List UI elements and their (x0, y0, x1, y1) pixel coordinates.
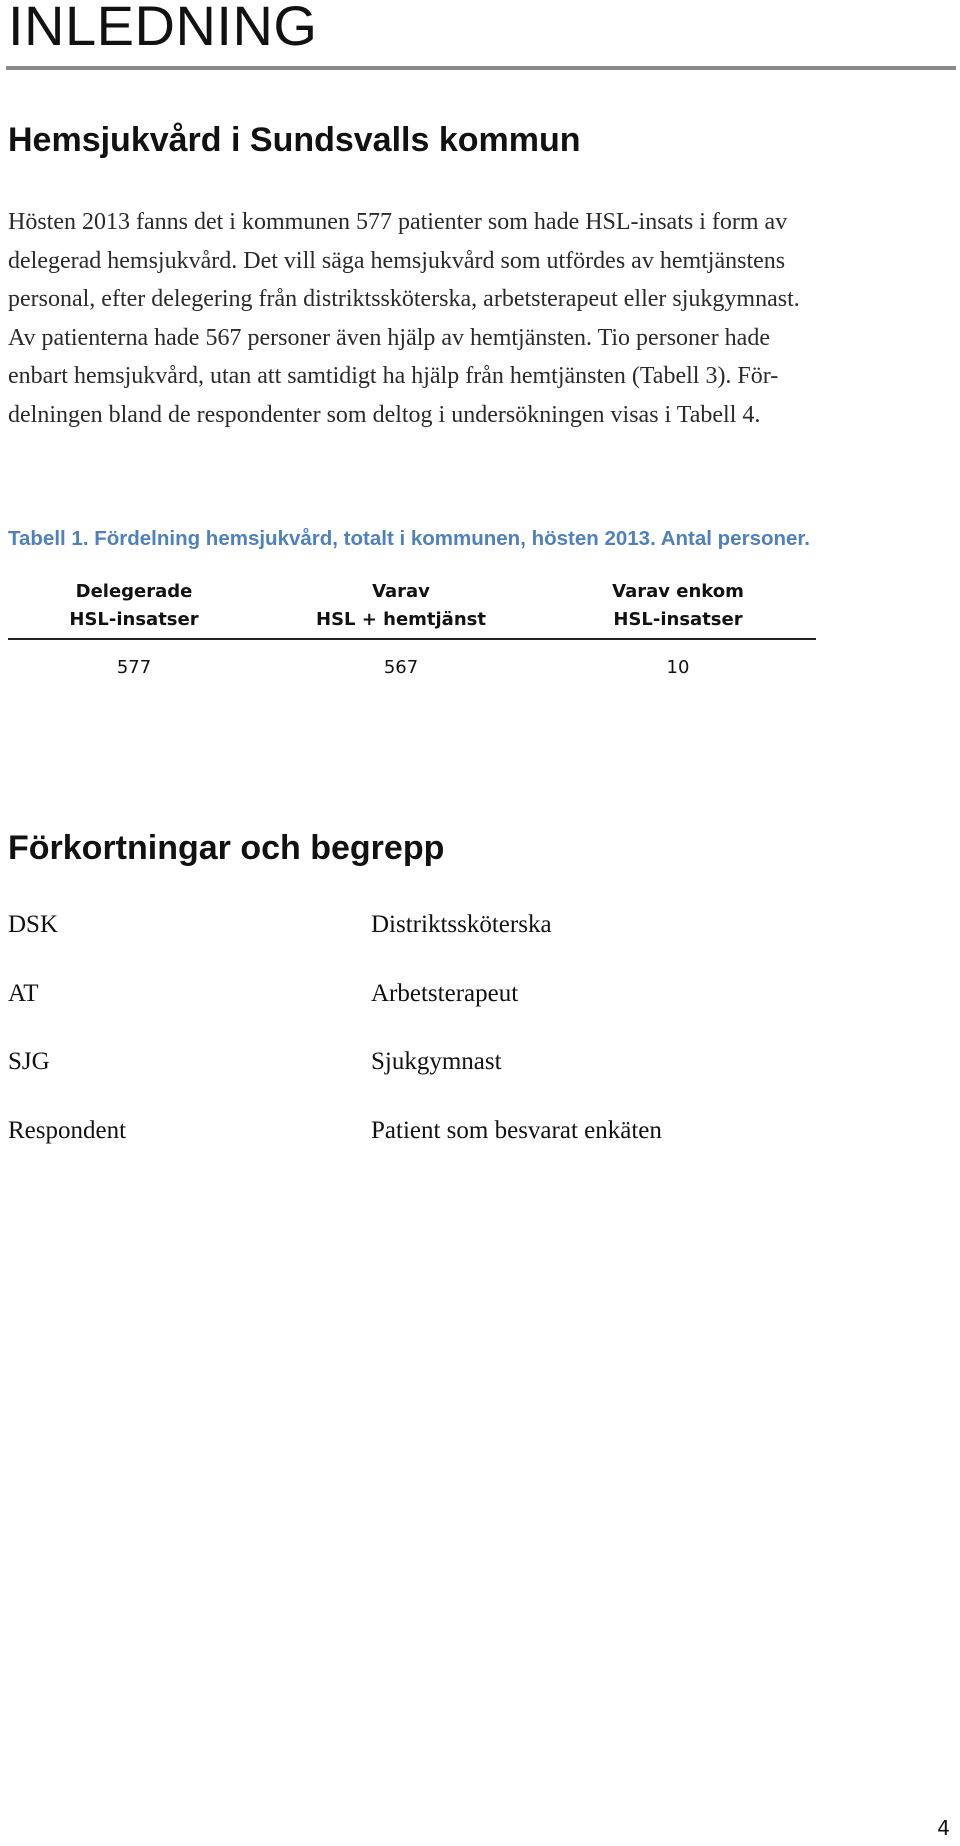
section-title-forkortningar: Förkortningar och begrepp (8, 829, 445, 867)
distribution-table (8, 578, 816, 682)
column-header-line: Varav enkom (612, 581, 744, 602)
list-item (8, 976, 908, 1045)
paragraph-line: Av patienterna hade 567 personer även hjälp av hemtjänsten. Tio personer hade (8, 324, 770, 351)
paragraph-line: delegerad hemsjukvård. Det vill säga hemsjukvård som utfördes av hemtjänstens (8, 247, 786, 274)
abbreviation-definition: Distriktssköterska (371, 911, 552, 938)
section-title-hemsjukvard: Hemsjukvård i Sundsvalls kommun (8, 121, 581, 159)
list-item (8, 907, 908, 976)
abbreviation-term: Respondent (8, 1116, 127, 1144)
table-caption: Tabell 1. Fördelning hemsjukvård, totalt i kommunen, hösten 2013. Antal personer. (8, 527, 810, 550)
column-header-line: HSL-insatser (69, 609, 199, 630)
column-header-varav-enkom (542, 578, 814, 634)
abbreviation-list (8, 907, 908, 1181)
intro-paragraph (8, 203, 948, 434)
column-header-varav (260, 578, 542, 634)
abbreviation-term: SJG (8, 1048, 50, 1075)
chapter-divider (6, 66, 956, 70)
chapter-title: INLEDNING (8, 0, 318, 57)
table-header-row (8, 578, 816, 640)
column-header-line: HSL-insatser (613, 609, 743, 630)
paragraph-line: delningen bland de respondenter som deltog i undersökningen visas i Tabell 4. (8, 401, 761, 428)
abbreviation-term: AT (8, 979, 39, 1007)
table-cell: 10 (666, 657, 690, 678)
column-header-line: HSL + hemtjänst (316, 609, 486, 630)
table-row (8, 640, 816, 682)
column-header-delegerade (8, 578, 260, 634)
list-item (8, 1044, 908, 1113)
table-cell: 567 (383, 657, 419, 678)
abbreviation-definition: Patient som besvarat enkäten (371, 1116, 662, 1144)
abbreviation-term: DSK (8, 911, 59, 938)
abbreviation-definition: Sjukgymnast (371, 1048, 502, 1075)
list-item (8, 1113, 908, 1182)
paragraph-line: enbart hemsjukvård, utan att samtidigt ha hjälp från hemtjänsten (Tabell 3). För- (8, 363, 779, 389)
paragraph-line: personal, efter delegering från distriktssköterska, arbetsterapeut eller sjukgymnast. (8, 286, 800, 312)
column-header-line: Varav (372, 581, 430, 602)
abbreviation-definition: Arbetsterapeut (371, 979, 519, 1007)
table-cell: 577 (116, 657, 152, 678)
page-number: 4 (937, 1816, 950, 1840)
column-header-line: Delegerade (75, 581, 193, 602)
paragraph-line: Hösten 2013 fanns det i kommunen 577 patienter som hade HSL-insats i form av (8, 209, 788, 235)
